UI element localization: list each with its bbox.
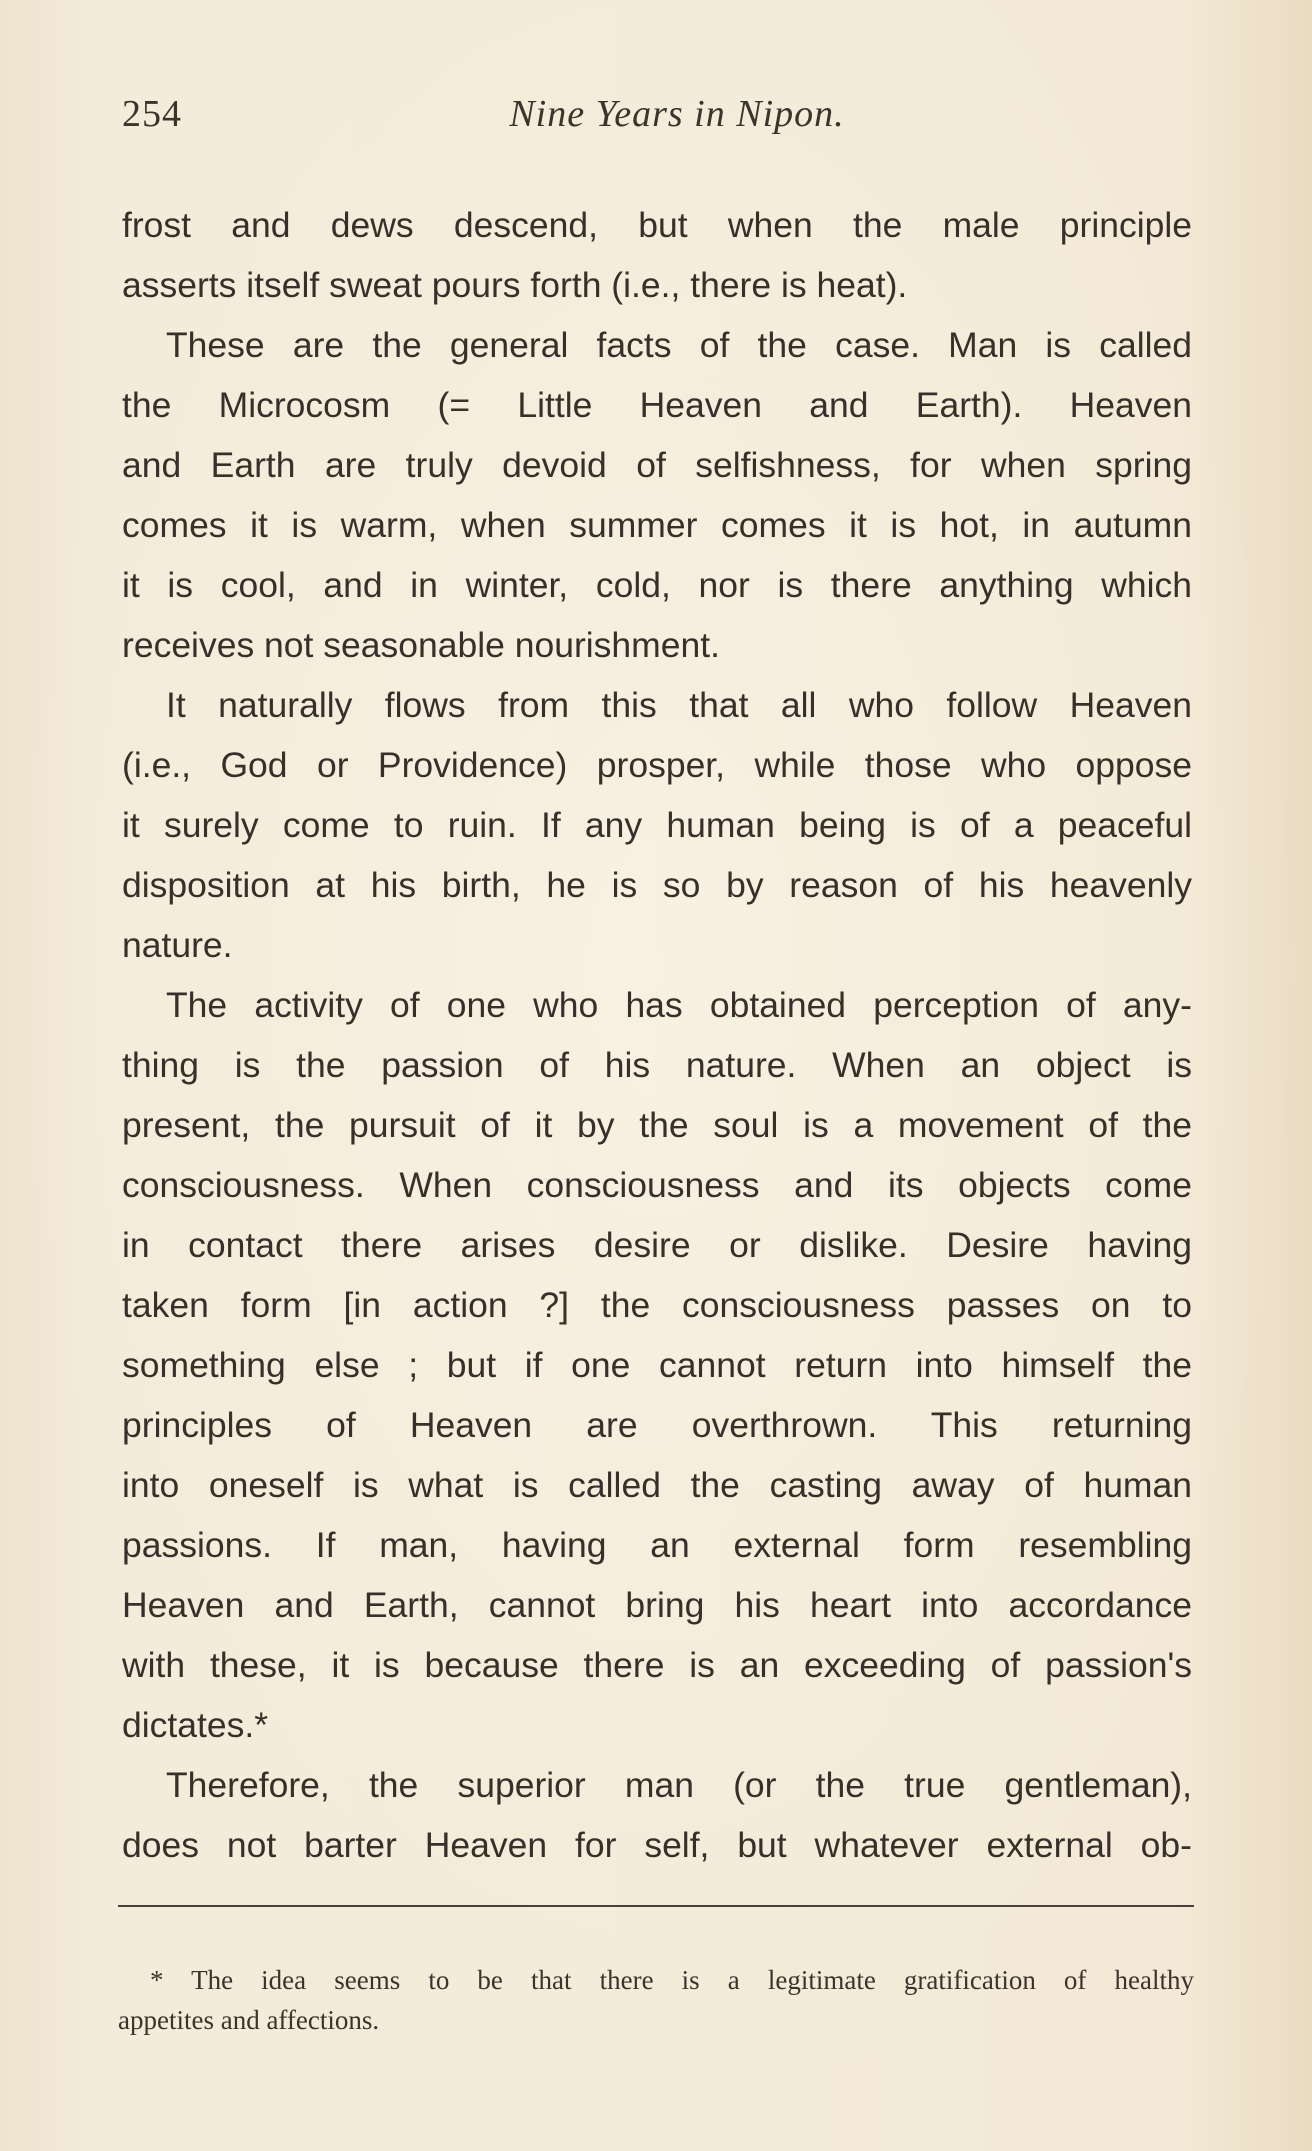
text-line: it is cool, and in winter, cold, nor is there anything which xyxy=(122,565,1192,605)
body-text xyxy=(122,195,1192,1875)
text-line: nature. xyxy=(122,925,233,965)
text-line: dictates.* xyxy=(122,1705,269,1745)
page-header xyxy=(122,92,1192,138)
footnote-rule xyxy=(118,1905,1194,1907)
footnote xyxy=(118,1960,1194,2040)
text-line: and Earth are truly devoid of selfishness, for when spring xyxy=(122,445,1192,485)
text-line: frost and dews descend, but when the male principle xyxy=(122,205,1192,245)
text-line: disposition at his birth, he is so by reason of his heavenly xyxy=(122,865,1192,905)
text-line: It naturally flows from this that all who follow Heaven xyxy=(166,685,1192,725)
text-line: consciousness. When consciousness and its objects come xyxy=(122,1165,1192,1205)
text-line: These are the general facts of the case. Man is called xyxy=(166,325,1192,365)
text-line: the Microcosm (= Little Heaven and Earth). Heaven xyxy=(122,385,1192,425)
text-line: taken form [in action ?] the consciousness passes on to xyxy=(122,1285,1192,1325)
running-title: Nine Years in Nipon. xyxy=(509,93,845,135)
text-line: with these, it is because there is an exceeding of passion's xyxy=(122,1645,1192,1685)
text-line: (i.e., God or Providence) prosper, while those who oppose xyxy=(122,745,1192,785)
text-line: Therefore, the superior man (or the true gentleman), xyxy=(166,1765,1192,1805)
text-line: receives not seasonable nourishment. xyxy=(122,625,720,665)
text-line: asserts itself sweat pours forth (i.e., there is heat). xyxy=(122,265,908,305)
text-line: passions. If man, having an external form resembling xyxy=(122,1525,1192,1565)
text-line: in contact there arises desire or dislike. Desire having xyxy=(122,1225,1192,1265)
footnote-line: appetites and affections. xyxy=(118,2005,380,2035)
text-line: something else ; but if one cannot return into himself the xyxy=(122,1345,1192,1385)
page-number: 254 xyxy=(122,93,182,135)
footnote-line: * The idea seems to be that there is a legitimate gratification of healthy xyxy=(150,1965,1194,1995)
text-line: principles of Heaven are overthrown. This returning xyxy=(122,1405,1192,1445)
text-line: it surely come to ruin. If any human being is of a peaceful xyxy=(122,805,1192,845)
text-line: The activity of one who has obtained perception of any- xyxy=(166,985,1192,1025)
text-line: comes it is warm, when summer comes it is hot, in autumn xyxy=(122,505,1192,545)
text-line: thing is the passion of his nature. When an object is xyxy=(122,1045,1192,1085)
text-line: into oneself is what is called the casting away of human xyxy=(122,1465,1192,1505)
text-line: does not barter Heaven for self, but whatever external ob- xyxy=(122,1825,1192,1865)
text-line: Heaven and Earth, cannot bring his heart into accordance xyxy=(122,1585,1192,1625)
text-line: present, the pursuit of it by the soul is a movement of the xyxy=(122,1105,1192,1145)
